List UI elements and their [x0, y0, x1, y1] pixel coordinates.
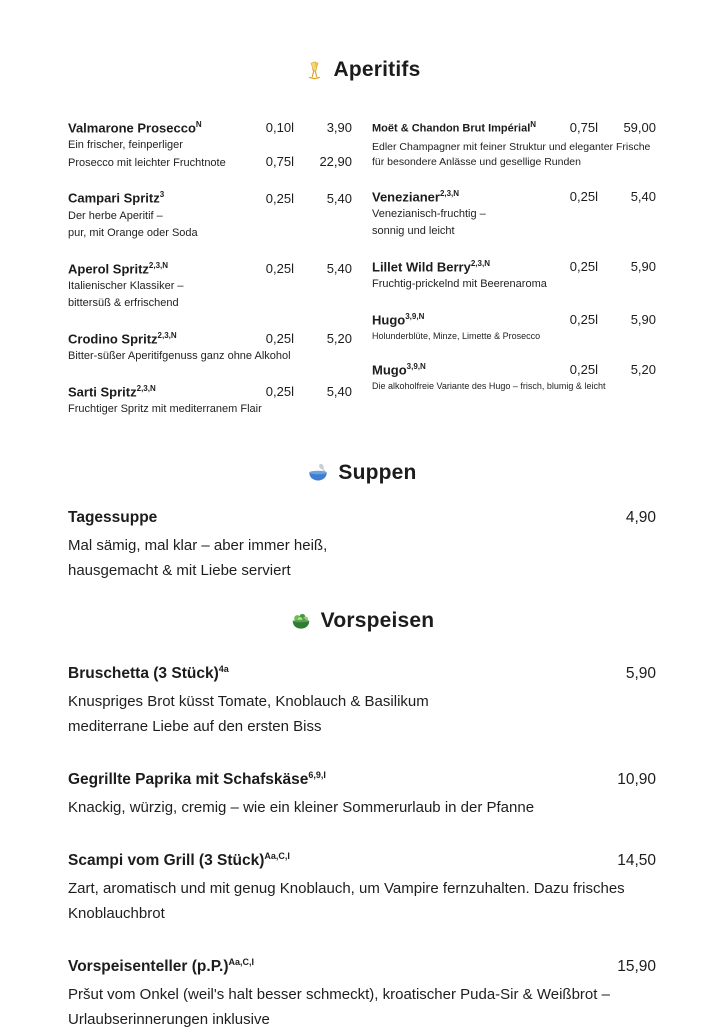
menu-item-sarti-spritz: [68, 380, 352, 418]
item-name: Vorspeisenteller (p.P.): [68, 958, 229, 976]
item-name: Venezianer: [372, 188, 440, 204]
item-footnote: 2,3,N: [439, 188, 460, 198]
section-title-text: Aperitifs: [333, 58, 421, 81]
menu-item-campari-spritz: [68, 186, 352, 241]
menu-item-crodino-spritz: [68, 327, 352, 365]
item-description: Venezianisch-fruchtig –: [372, 207, 486, 220]
item-description: Bitter-süßer Aperitifgenuss ganz ohne Alkohol: [68, 350, 291, 363]
menu-item-bruschetta: [68, 659, 656, 739]
item-description: Knoblauchbrot: [68, 905, 165, 923]
item-description: Pršut vom Onkel (weil's halt besser schmeckt), kroatischer Puda-Sir & Weißbrot –: [68, 986, 610, 1004]
menu-item-scampi-vom-grill: [68, 846, 656, 926]
menu-item-tagessuppe: [68, 503, 656, 583]
menu-item-moet-chandon: [372, 116, 656, 170]
item-volume: 0,25l: [265, 331, 294, 347]
clinking-glasses-icon: [304, 60, 325, 81]
item-price: 5,90: [625, 664, 656, 682]
item-description: Der herbe Aperitif –: [68, 209, 163, 222]
item-footnote: N: [195, 120, 202, 129]
item-description: hausgemacht & mit Liebe serviert: [68, 561, 291, 579]
item-volume: 0,75l: [265, 153, 294, 169]
item-name: Campari Spritz: [68, 190, 160, 206]
item-footnote: 2,3,N: [157, 330, 177, 340]
green-salad-icon: [290, 610, 312, 632]
item-description: Knackig, würzig, cremig – wie ein kleiner Sommerurlaub in der Pfanne: [68, 799, 535, 817]
aperitifs-columns: [68, 116, 656, 433]
item-description: Knuspriges Brot küsst Tomate, Knoblauch & Basilikum: [68, 692, 429, 710]
item-footnote: Aa,C,I: [228, 957, 255, 968]
menu-item-gegrillte-paprika: [68, 765, 656, 820]
item-price: 5,20: [326, 331, 352, 347]
menu-item-valmarone-prosecco: [68, 116, 352, 171]
item-description: Ein frischer, feinperliger: [68, 139, 183, 152]
item-name: Moët & Chandon Brut Impérial: [372, 122, 531, 135]
item-price: 15,90: [617, 958, 656, 976]
aperitifs-right-column: [372, 116, 656, 433]
item-volume: 0,25l: [569, 362, 598, 378]
bowl-with-spoon-icon: [307, 462, 329, 484]
item-description: sonnig und leicht: [372, 225, 455, 238]
item-price: 10,90: [617, 771, 656, 789]
item-footnote: 3,9,N: [406, 362, 426, 372]
item-name: Hugo: [372, 312, 406, 328]
item-footnote: 2,3,N: [470, 258, 490, 268]
item-footnote: 2,3,N: [136, 383, 156, 393]
item-footnote: N: [530, 120, 537, 129]
item-price: 5,90: [630, 259, 656, 275]
section-title-vorspeisen: [68, 609, 656, 633]
item-footnote: 4a: [218, 663, 229, 674]
item-name: Crodino Spritz: [68, 331, 158, 347]
item-description: Fruchtiger Spritz mit mediterranem Flair: [68, 403, 262, 416]
item-price: 4,90: [625, 508, 656, 526]
item-price: 5,40: [630, 188, 656, 204]
menu-item-mugo: [372, 358, 656, 393]
item-description: pur, mit Orange oder Soda: [68, 227, 198, 240]
item-volume: 0,25l: [569, 188, 598, 204]
item-name: Gegrillte Paprika mit Schafskäse: [68, 771, 309, 789]
item-footnote: Aa,C,I: [264, 851, 290, 862]
item-volume: 0,75l: [569, 119, 598, 135]
item-name: Sarti Spritz: [68, 384, 137, 400]
item-price: 14,50: [617, 852, 656, 870]
item-footnote: 6,9,I: [308, 769, 326, 780]
item-volume: 0,25l: [569, 312, 598, 328]
section-title-text: Vorspeisen: [320, 608, 435, 632]
item-volume: 0,25l: [265, 190, 294, 206]
item-description: Zart, aromatisch und mit genug Knoblauch, um Vampire fernzuhalten. Dazu frisches: [68, 880, 625, 898]
item-price: 5,40: [326, 190, 352, 206]
item-volume: 0,25l: [265, 384, 294, 400]
item-description: bittersüß & erfrischend: [68, 297, 179, 310]
item-description: Holunderblüte, Minze, Limette & Prosecco: [372, 331, 541, 342]
menu-item-lillet-wild-berry: [372, 255, 656, 293]
menu-item-aperol-spritz: [68, 257, 352, 312]
section-title-aperitifs: [68, 58, 656, 82]
item-volume: 0,25l: [569, 259, 598, 275]
section-title-text: Suppen: [338, 460, 417, 484]
item-description: mediterrane Liebe auf den ersten Biss: [68, 717, 322, 735]
menu-item-vorspeisenteller: [68, 952, 656, 1032]
item-description: Mal sämig, mal klar – aber immer heiß,: [68, 536, 328, 554]
item-name: Bruschetta (3 Stück): [68, 664, 219, 682]
item-description: Prosecco mit leichter Fruchtnote: [68, 156, 226, 169]
section-title-suppen: [68, 461, 656, 485]
item-volume: 0,25l: [265, 260, 294, 276]
item-volume: 0,10l: [265, 120, 294, 136]
item-price: 3,90: [326, 120, 352, 136]
item-footnote: 3,9,N: [405, 311, 425, 321]
item-name: Valmarone Prosecco: [68, 120, 196, 136]
item-footnote: 3: [159, 190, 165, 200]
item-price: 5,20: [630, 362, 656, 378]
item-name: Lillet Wild Berry: [372, 259, 471, 275]
item-price: 5,40: [326, 260, 352, 276]
item-name: Aperol Spritz: [68, 260, 149, 276]
item-description: Italienischer Klassiker –: [68, 279, 184, 292]
item-footnote: 2,3,N: [148, 260, 169, 270]
item-name: Scampi vom Grill (3 Stück): [68, 852, 265, 870]
item-description: Fruchtig-prickelnd mit Beerenaroma: [372, 278, 547, 291]
menu-item-hugo: [372, 308, 656, 343]
item-price: 22,90: [319, 153, 352, 169]
item-description: Urlaubserinnerungen inklusive: [68, 1011, 270, 1029]
item-description: Edler Champagner mit feiner Struktur und eleganter Frische für besondere Anlässe und gesellige Runden: [372, 140, 651, 168]
aperitifs-left-column: [68, 116, 352, 433]
menu-item-venezianer: [372, 185, 656, 240]
item-price: 5,90: [630, 312, 656, 328]
item-price: 5,40: [326, 384, 352, 400]
item-name: Mugo: [372, 362, 407, 378]
item-description: Die alkoholfreie Variante des Hugo – frisch, blumig & leicht: [372, 381, 606, 392]
item-name: Tagessuppe: [68, 508, 158, 526]
item-price: 59,00: [623, 119, 656, 135]
